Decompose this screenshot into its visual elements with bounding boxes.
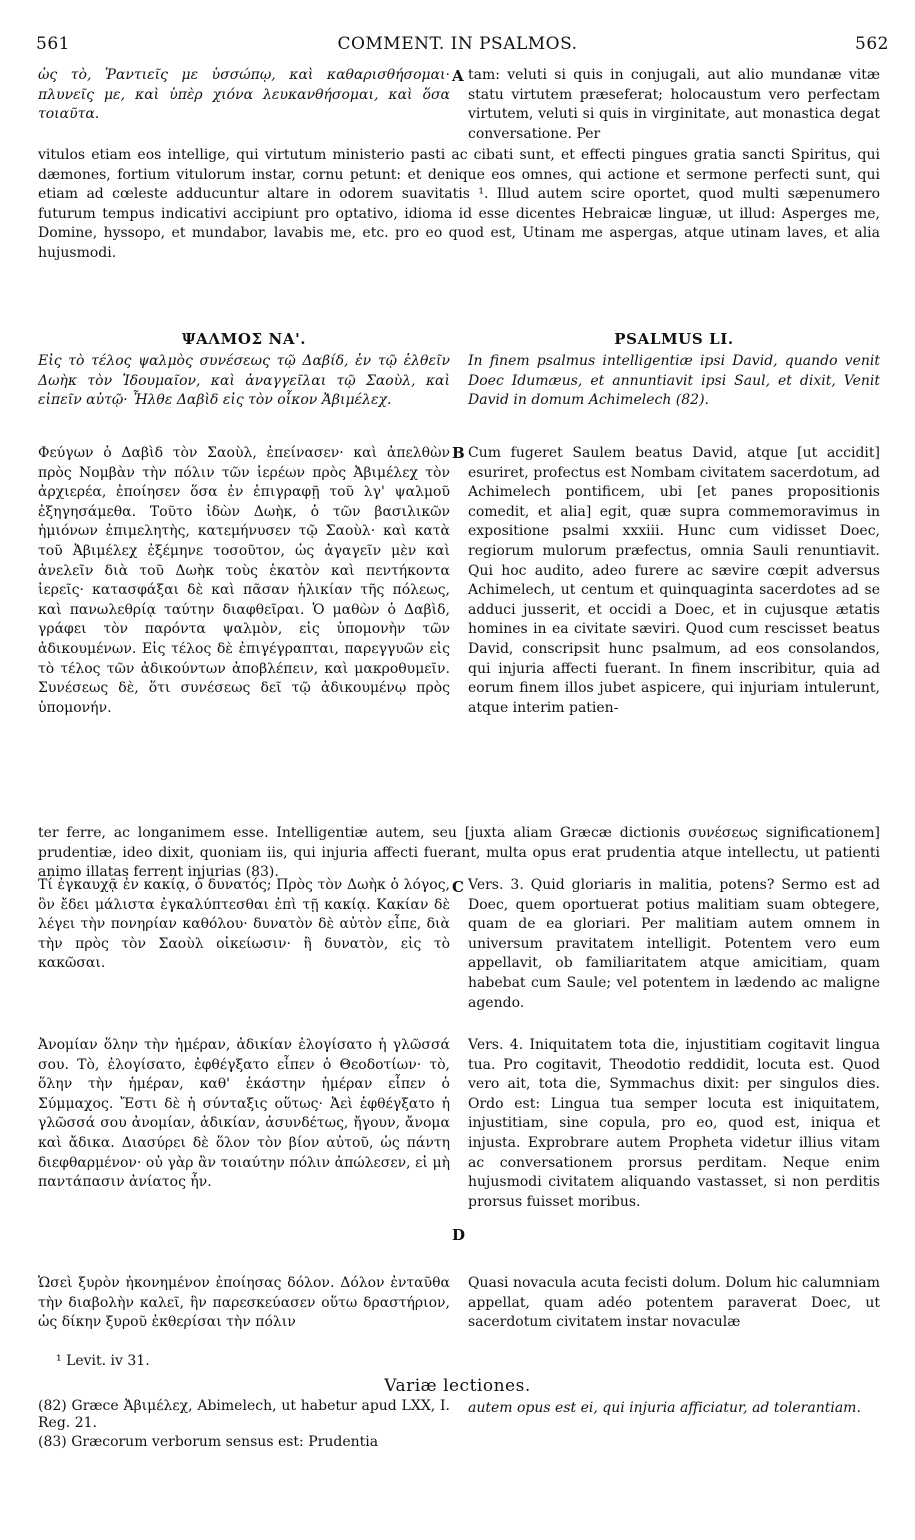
greek-section-c: Τί ἐγκαυχᾷ ἐν κακίᾳ, ὁ δυνατός; Πρὸς τὸν Δωὴκ ὁ λόγος, ὃν ἔδει μάλιστα ἐγκαλύπτεσθαι ἐπὶ τῇ κακίᾳ. Κακίαν δὲ λέγει τὴν πονηρίαν καθόλου· δυνατὸν δὲ αὐτὸν εἶπε, διὰ τὴν πρὸς τὸν Σαοὺλ οἰκείωσιν· ἢ δυνατὸν, εἰς τὸ κακῶσαι. bbox=[38, 877, 450, 972]
margin-letter-c: C bbox=[452, 878, 464, 896]
latin-top: tam: veluti si quis in conjugali, aut alio mundanæ vitæ statu virtutem præseferat; holocaustum vero perfectam virtutem, veluti si quis in virginitate, aut monastica degat conversatione. Per bbox=[468, 67, 880, 142]
page-number-right: 562 bbox=[855, 34, 889, 54]
margin-letter-b: B bbox=[452, 444, 465, 462]
note-83: (83) Græcorum verborum sensus est: Prudentia bbox=[38, 1434, 379, 1450]
page-number-left: 561 bbox=[36, 34, 70, 54]
latin-full-top: vitulos etiam eos intellige, qui virtutum ministerio pasti ac cibati sunt, et effecti pingues gratia sancti Spiritus, qui dæmones, fortium vitulorum instar, cornu petunt: et denique eos omnes, qui actione et sermone perfecti sunt, qui etiam ad cœleste adducuntur altare in odorem suavitatis ¹. Illud autem scire oportet, quod multi sæpenumero futurum tempus indicativi accipiunt pro optativo, idioma id esse dicentes Hebraicæ linguæ, ut illud: Asperges me, Domine, hyssopo, et mundabor, lavabis me, etc. pro eo quod est, Utinam me aspergas, atque utinam laves, et alia hujusmodi. bbox=[38, 147, 880, 261]
latin-dolus: Quasi novacula acuta fecisti dolum. Dolum hic calumniam appellat, quam adéo potentem paraverat Doec, ut sacerdotum civitatem instar novaculæ bbox=[468, 1275, 880, 1331]
variae-lectiones-title: Variæ lectiones. bbox=[384, 1376, 531, 1396]
note-82: (82) Græce Ἀβιμέλεχ, Abimelech, ut habetur apud LXX, I. Reg. 21. bbox=[38, 1398, 450, 1431]
greek-psalm-title: ΨΑΛΜΟΣ ΝΑ'. bbox=[181, 330, 307, 348]
greek-verse-4: Ἀνομίαν ὅλην τὴν ἡμέραν, ἀδικίαν ἐλογίσατο ἡ γλῶσσά σου. Τὸ, ἐλογίσατο, ἐφθέγξατο εἶπεν ὁ Θεοδοτίων· τὸ, ὅλην τὴν ἡμέραν, καθ' ἑκάστην ἡμέραν εἶπεν ὁ Σύμμαχος. Ἔστι δὲ ἡ σύνταξις οὕτως· Ἀεὶ ἐφθέγξατο ἡ γλῶσσά σου ἀνομίαν, ἀδικίαν, ἀσυνδέτως, ἤγουν, ἄνομα καὶ ἄδικα. Διασύρει δὲ ὅλον τὸν βίον αὐτοῦ, ὡς πάντη διεφθαρμένον· οὐ γὰρ ἂν τοιαύτην πόλιν ἀπώλεσεν, εἰ μὴ παντάπασιν ἀνίατος ἦν. bbox=[38, 1037, 450, 1191]
latin-full-b: ter ferre, ac longanimem esse. Intelligentiæ autem, seu [juxta aliam Græcæ dictionis συνέσεως significationem] prudentiæ, ideo dixit, quoniam iis, qui injuria affecti fuerant, multa opus erat prudentia atque intellectu, ut patienti animo illatas ferrent injurias (83). bbox=[38, 825, 880, 881]
note-right: autem opus est ei, qui injuria afficiatur, ad tolerantiam. bbox=[468, 1400, 861, 1416]
margin-letter-a: A bbox=[452, 67, 464, 85]
latin-section-c: Vers. 3. Quid gloriaris in malitia, potens? Sermo est ad Doec, quem oportuerat potius malitiam suam obtegere, quam de ea gloriari. Per malitiam autem omnem in universum pravitatem intelligit. Potentem vero eum appellavit, ob familiaritatem atque amicitiam, quam habebat cum Saule; vel potentem in lædendo ac maligne agendo. bbox=[468, 877, 880, 1011]
greek-section-b: Φεύγων ὁ Δαβὶδ τὸν Σαοὺλ, ἐπείνασεν· καὶ ἀπελθὼν πρὸς Νομβὰν τὴν πόλιν τῶν ἱερέων πρὸς Ἀβιμέλεχ τὸν ἀρχιερέα, ἐποίησεν ὅσα ἐν ἐπιγραφῇ τοῦ λγ' ψαλμοῦ ἐξηγησάμεθα. Τοῦτο ἰδὼν Δωὴκ, ὁ τῶν βασιλικῶν ἡμιόνων ἐπιμελητὴς, κατεμήνυσεν τῷ Σαοὺλ· καὶ κατὰ τοῦ Ἀβιμέλεχ ἐξέμηνε τοσοῦτον, ὡς ἀγαγεῖν μὲν καὶ ἀνελεῖν διὰ τοῦ Δωὴκ τοὺς ἑκατὸν καὶ πεντήκοντα ἱερεῖς· κατασφάξαι δὲ καὶ πᾶσαν ἡλικίαν τῆς πόλεως, καὶ πανωλεθρίᾳ ταύτην διαφθεῖραι. Ὁ μαθὼν ὁ Δαβὶδ, γράφει τὸν παρόντα ψαλμὸν, εἰς ὑπομονὴν τῶν ἀδικουμένων. Εἰς τέλος δὲ ἐπιγέγραπται, παρεγγυῶν εἰς τὸ τέλος τῶν ἀδικούντων ἀποβλέπειν, καὶ μακροθυμεῖν. Συνέσεως δὲ, ὅτι συνέσεως δεῖ τῷ ἀδικουμένῳ πρὸς ὑπομονήν. bbox=[38, 445, 450, 716]
margin-letter-d: D bbox=[452, 1226, 466, 1244]
greek-top: ὡς τὸ, Ῥαντιεῖς με ὑσσώπῳ, καὶ καθαρισθήσομαι· πλυνεῖς με, καὶ ὑπὲρ χιόνα λευκανθήσομαι, καὶ ὅσα τοιαῦτα. bbox=[38, 67, 450, 123]
greek-dolus: Ὡσεὶ ξυρὸν ἠκονημένον ἐποίησας δόλον. Δόλον ἐνταῦθα τὴν διαβολὴν καλεῖ, ἣν παρεσκεύασεν οὕτω δραστήριον, ὡς δίκην ξυροῦ ἐκθερίσαι τὴν πόλιν bbox=[38, 1275, 450, 1331]
latin-psalm-title: PSALMUS LI. bbox=[614, 330, 734, 348]
latin-section-b: Cum fugeret Saulem beatus David, atque [ut accidit] esuriret, profectus est Nombam civitatem sacerdotum, ad Achimelech pontificem, ubi [et panes propositionis comedit, et alia] egit, quæ supra commemoravimus in expositione psalmi xxxiii. Hunc cum vidisset Doec, regiorum mulorum præfectus, omnia Sauli renuntiavit. Qui hoc audito, adeo furere ac sævire cœpit adversus Achimelech, ut centum et quinquaginta sacerdotes ad se adduci jusserit, et occidi a Doec, et in cujusque ætatis homines in ea civitate sæviri. Quod cum rescisset beatus David, conscripsit hunc psalmum, ad eos consolandos, qui injuria affecti fuerant. In finem inscribitur, quia ad eorum finem illos jubet aspicere, qui injuriam intulerunt, atque interim patien- bbox=[468, 445, 880, 716]
footnote: ¹ Levit. iv 31. bbox=[56, 1353, 150, 1369]
latin-inscription: In finem psalmus intelligentiæ ipsi David, quando venit Doec Idumæus, et annuntiavit ipsi Saul, et dixit, Venit David in domum Achimelech (82). bbox=[468, 353, 880, 409]
running-title: COMMENT. IN PSALMOS. bbox=[337, 34, 578, 54]
greek-inscription: Εἰς τὸ τέλος ψαλμὸς συνέσεως τῷ Δαβίδ, ἐν τῷ ἐλθεῖν Δωὴκ τὸν Ἰδουμαῖον, καὶ ἀναγγεῖλαι τῷ Σαοὺλ, καὶ εἰπεῖν αὐτῷ· Ἦλθε Δαβὶδ εἰς τὸν οἶκον Ἀβιμέλεχ. bbox=[38, 353, 450, 409]
latin-verse-4: Vers. 4. Iniquitatem tota die, injustitiam cogitavit lingua tua. Pro cogitavit, Theodotio reddidit, locuta est. Quod vero ait, tota die, Symmachus dixit: per singulos dies. Ordo est: Lingua tua semper locuta est iniquitatem, injustitiam, sine copula, pro eo, quod est, iniqua et injusta. Exprobrare autem Propheta videtur illius vitam ac conversationem prorsus perditam. Neque enim hujusmodi civitatem aliquando vastasset, si non perditis prorsus fuisset moribus. bbox=[468, 1037, 880, 1210]
